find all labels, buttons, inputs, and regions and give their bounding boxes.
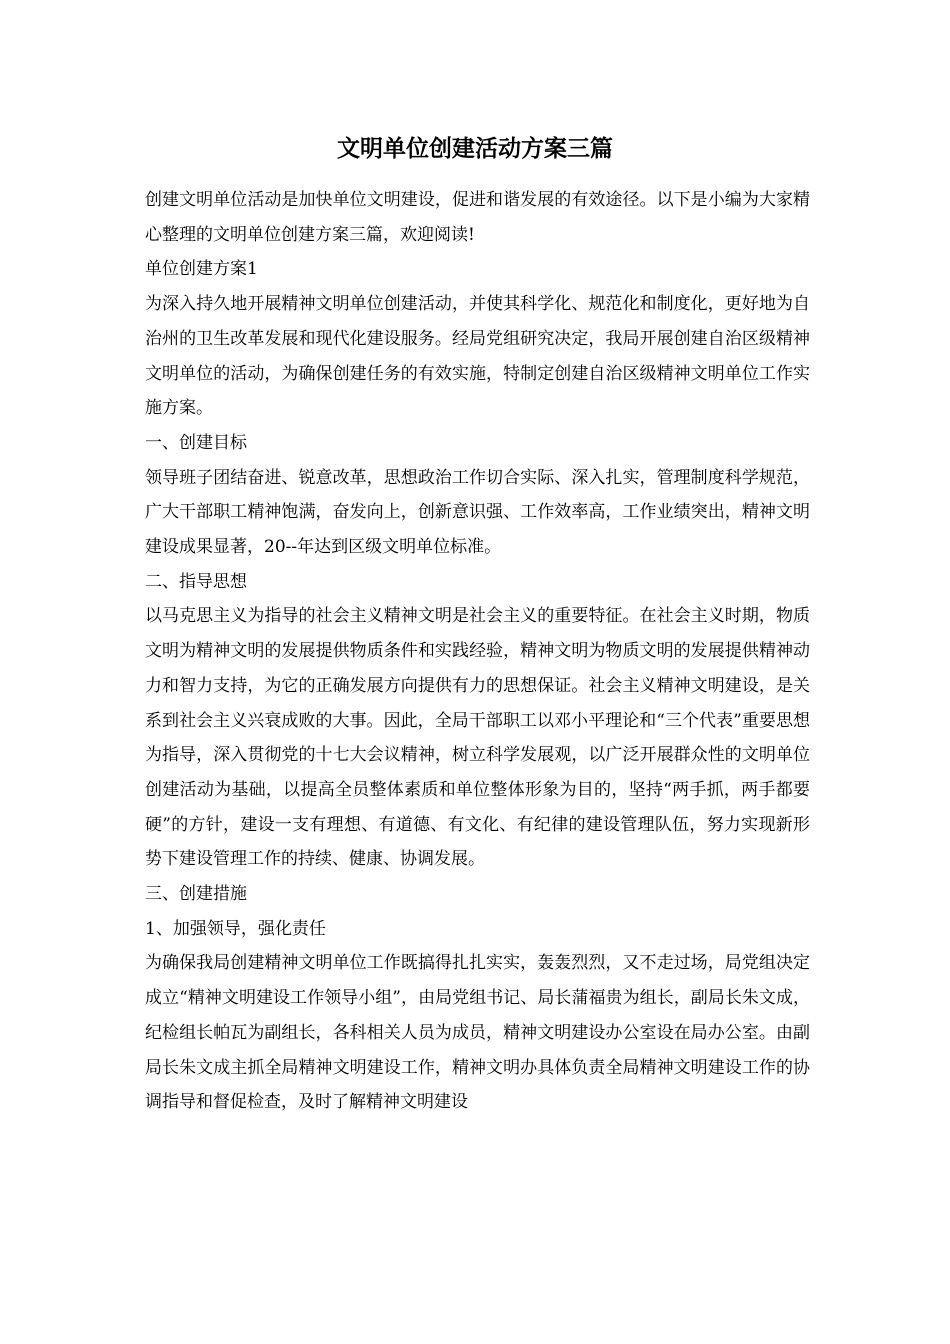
section-heading-guiding-thought: 二、指导思想	[145, 571, 247, 592]
paragraph-goals: 领导班子团结奋进、锐意改革，思想政治工作切合实际、深入扎实，管理制度科学规范，广大干部职工精神饱满，奋发向上，创新意识强、工作效率高，工作业绩突出，精神文明建设成果显著，20--年达到区级文明单位标准。	[145, 467, 810, 558]
paragraph-guiding-thought: 以马克思主义为指导的社会主义精神文明是社会主义的重要特征。在社会主义时期，物质文明为精神文明的发展提供物质条件和实践经验，精神文明为物质文明的发展提供精神动力和智力支持，为它的正确发展方向提供有力的思想保证。社会主义精神文明建设，是关系到社会主义兴衰成败的大事。因此，全局干部职工以邓小平理论和“三个代表”重要思想为指导，深入贯彻党的十七大会议精神，树立科学发展观，以广泛开展群众性的文明单位创建活动为基础，以提高全员整体素质和单位整体形象为目的，坚持“两手抓，两手都要硬”的方针，建设一支有理想、有道德、有文化、有纪律的建设管理队伍，努力实现新形势下建设管理工作的持续、健康、协调发展。	[145, 606, 810, 870]
section-heading-plan-1: 单位创建方案1	[145, 259, 258, 280]
paragraph-plan-1-intro: 为深入持久地开展精神文明单位创建活动，并使其科学化、规范化和制度化，更好地为自治州的卫生改革发展和现代化建设服务。经局党组研究决定，我局开展创建自治区级精神文明单位的活动，为确保创建任务的有效实施，特制定创建自治区级精神文明单位工作实施方案。	[145, 294, 810, 419]
section-heading-measures: 三、创建措施	[145, 884, 247, 905]
paragraph-leadership: 为确保我局创建精神文明单位工作既搞得扎扎实实，轰轰烈烈，又不走过场，局党组决定成立“精神文明建设工作领导小组”，由局党组书记、局长蒲福贵为组长，副局长朱文成，纪检组长帕瓦为副组长，各科相关人员为成员，精神文明建设办公室设在局办公室。由副局长朱文成主抓全局精神文明建设工作，精神文明办具体负责全局精神文明建设工作的协调指导和督促检查，及时了解精神文明建设	[145, 953, 810, 1113]
document-title: 文明单位创建活动方案三篇	[337, 135, 613, 162]
subheading-leadership: 1、加强领导，强化责任	[145, 918, 326, 939]
document-body	[145, 183, 810, 1120]
section-heading-goals: 一、创建目标	[145, 432, 247, 453]
paragraph-intro: 创建文明单位活动是加快单位文明建设，促进和谐发展的有效途径。以下是小编为大家精心整理的文明单位创建方案三篇，欢迎阅读!	[145, 190, 810, 245]
